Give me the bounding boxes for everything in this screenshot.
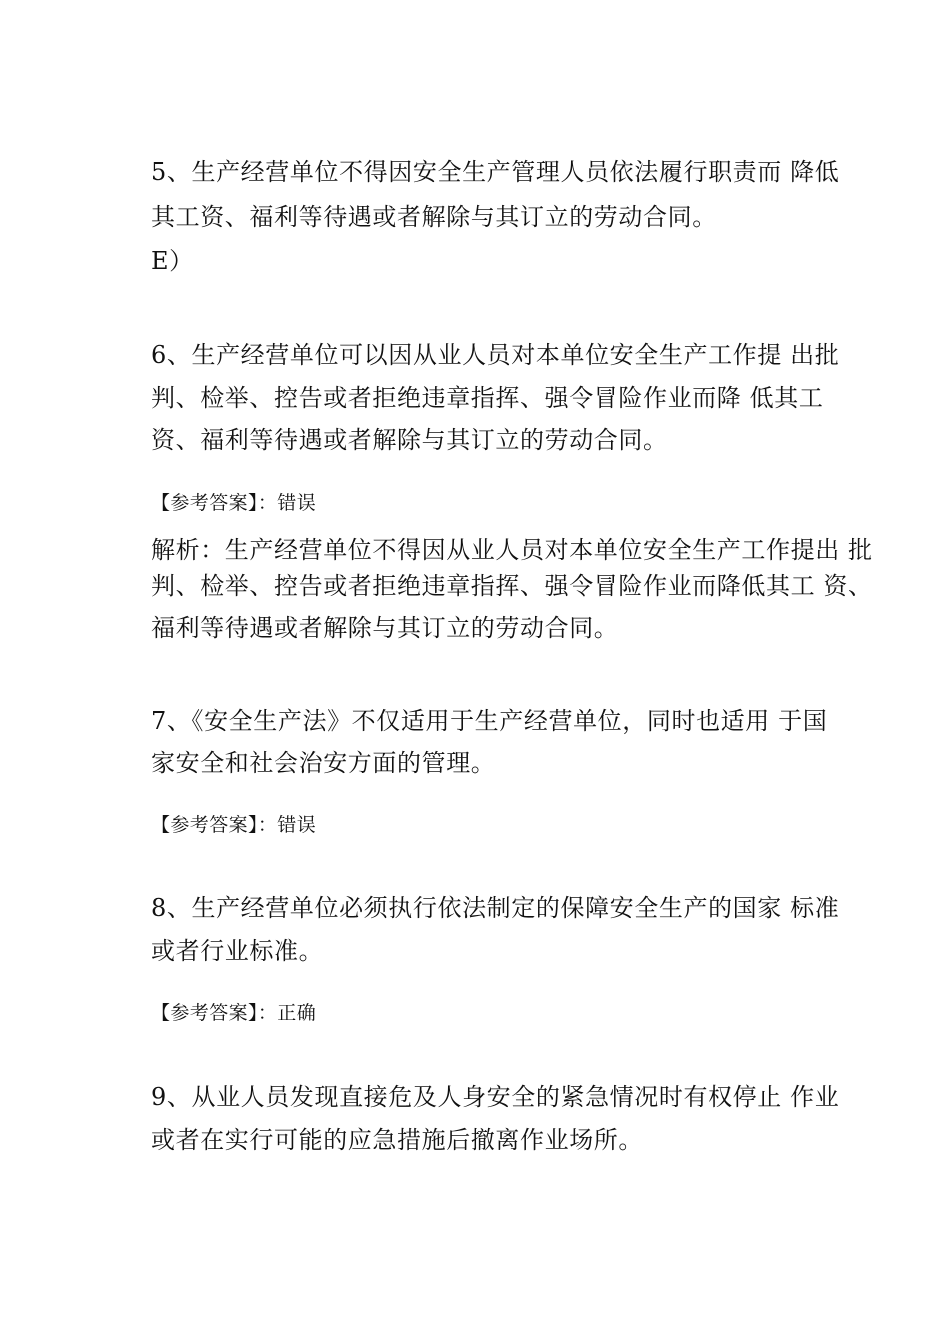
question-9-line-1: 9、从业人员发现直接危及人身安全的紧急情况时有权停止 作业 bbox=[151, 1083, 840, 1111]
question-6-answer: 【参考答案】：错误 bbox=[151, 492, 317, 514]
question-6-line-3: 资、福利等待遇或者解除与其订立的劳动合同。 bbox=[151, 426, 668, 454]
question-6-analysis-line-2: 判、检举、控告或者拒绝违章指挥、强令冒险作业而降低其工 资、 bbox=[151, 572, 873, 600]
question-6-analysis-line-3: 福利等待遇或者解除与其订立的劳动合同。 bbox=[151, 614, 619, 642]
question-5-line-2: 其工资、福利等待遇或者解除与其订立的劳动合同。 bbox=[151, 203, 717, 231]
question-9-line-2: 或者在实行可能的应急措施后撤离作业场所。 bbox=[151, 1126, 643, 1154]
question-6-line-1: 6、生产经营单位可以因从业人员对本单位安全生产工作提 出批 bbox=[151, 341, 840, 369]
question-5-line-3: E） bbox=[151, 247, 194, 275]
question-7-line-2: 家安全和社会治安方面的管理。 bbox=[151, 749, 496, 777]
question-6-line-2: 判、检举、控告或者拒绝违章指挥、强令冒险作业而降 低其工 bbox=[151, 384, 824, 412]
question-8-answer: 【参考答案】：正确 bbox=[151, 1002, 317, 1024]
question-5-line-1: 5、生产经营单位不得因安全生产管理人员依法履行职责而 降低 bbox=[151, 158, 840, 186]
question-7-line-1: 7、《安全生产法》不仅适用于生产经营单位，同时也适用 于国 bbox=[151, 707, 828, 735]
question-6-analysis-line-1: 解析：生产经营单位不得因从业人员对本单位安全生产工作提出 批 bbox=[151, 536, 873, 564]
question-8-line-2: 或者行业标准。 bbox=[151, 937, 324, 965]
question-7-answer: 【参考答案】：错误 bbox=[151, 814, 317, 836]
question-8-line-1: 8、生产经营单位必须执行依法制定的保障安全生产的国家 标准 bbox=[151, 894, 840, 922]
